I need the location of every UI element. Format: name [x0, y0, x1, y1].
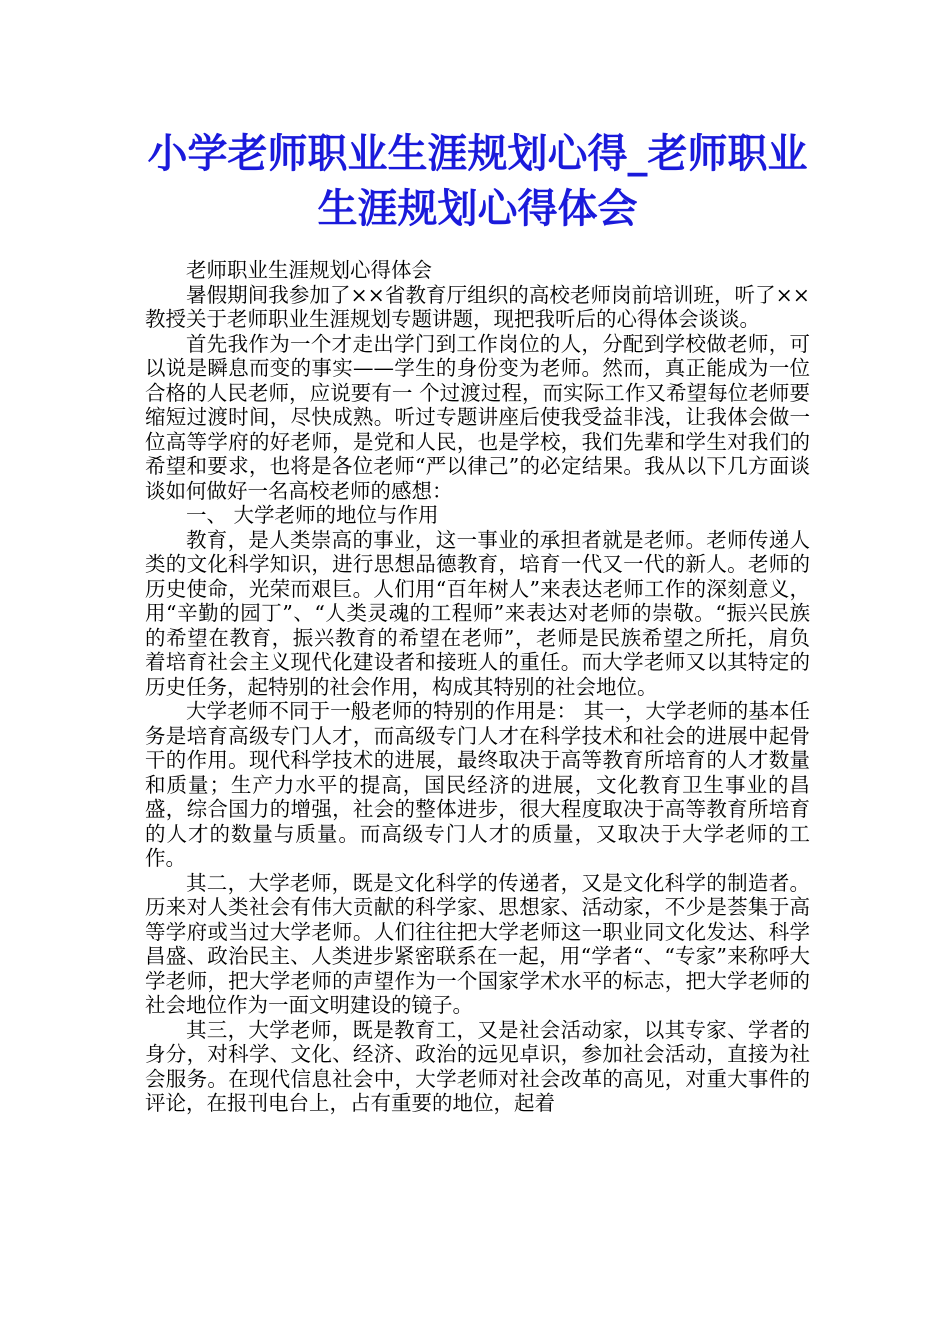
paragraph-role-three: 其三，大学老师，既是教育工，又是社会活动家，以其专家、学者的身分，对科学、文化、经济、政治的远见卓识，参加社会活动，直接为社会服务。在现代信息社会中，大学老师对社会改革的高见，对重大事件的评论，在报刊电台上，占有重要的地位，起着 — [145, 1017, 810, 1115]
paragraph-role-two: 其二，大学老师，既是文化科学的传递者，又是文化科学的制造者。历来对人类社会有伟大贡献的科学家、思想家、活动家，不少是荟集于高等学府或当过大学老师。人们往往把大学老师这一职业同文化发达、科学昌盛、政治民主、人类进步紧密联系在一起，用“学者“、“专家”来称呼大学老师，把大学老师的声望作为一个国家学术水平的标志，把大学老师的社会地位作为一面文明建设的镜子。 — [145, 870, 810, 1017]
paragraph-intro: 暑假期间我参加了××省教育厅组织的高校老师岗前培训班，听了××教授关于老师职业生涯规划专题讲题，现把我听后的心得体会谈谈。 — [145, 282, 810, 331]
paragraph-role-one: 大学老师不同于一般老师的特别的作用是： 其一，大学老师的基本任务是培育高级专门人才，而高级专门人才在科学技术和社会的进展中起骨干的作用。现代科学技术的进展，最终取决于高等教育所培育的人才数量和质量；生产力水平的提高，国民经济的进展，文化教育卫生事业的昌盛，综合国力的增强，社会的整体进步，很大程度取决于高等教育所培育的人才的数量与质量。而高级专门人才的质量，又取决于大学老师的工作。 — [145, 699, 810, 870]
document-title: 小学老师职业生涯规划心得_老师职业生涯规划心得体会 — [147, 130, 808, 232]
paragraph-first: 首先我作为一个才走出学门到工作岗位的人，分配到学校做老师，可以说是瞬息而变的事实——学生的身份变为老师。然而，真正能成为一位合格的人民老师，应说要有一 个过渡过程，而实际工作又希望每位老师要缩短过渡时间，尽快成熟。听过专题讲座后使我受益非浅，让我体会做一位高等学府的好老师，是党和人民，也是学校，我们先辈和学生对我们的希望和要求，也将是各位老师“严以律己”的必定结果。我从以下几方面谈谈如何做好一名高校老师的感想： — [145, 331, 810, 503]
document-body — [145, 258, 810, 1116]
document-page — [145, 126, 810, 1116]
section-heading-1: 一、 大学老师的地位与作用 — [186, 503, 439, 527]
paragraph-education: 教育，是人类崇高的事业，这一事业的承担者就是老师。老师传递人类的文化科学知识，进行思想品德教育，培育一代又一代的新人。老师的历史使命，光荣而艰巨。人们用“百年树人”来表达老师工作的深刻意义，用“辛勤的园丁”、“人类灵魂的工程师”来表达对老师的崇敬。“振兴民族的希望在教育，振兴教育的希望在老师”，老师是民族希望之所托，肩负着培育社会主义现代化建设者和接班人的重任。而大学老师又以其特定的历史任务，起特别的社会作用，构成其特别的社会地位。 — [145, 527, 810, 699]
paragraph-subtitle: 老师职业生涯规划心得体会 — [186, 258, 432, 282]
